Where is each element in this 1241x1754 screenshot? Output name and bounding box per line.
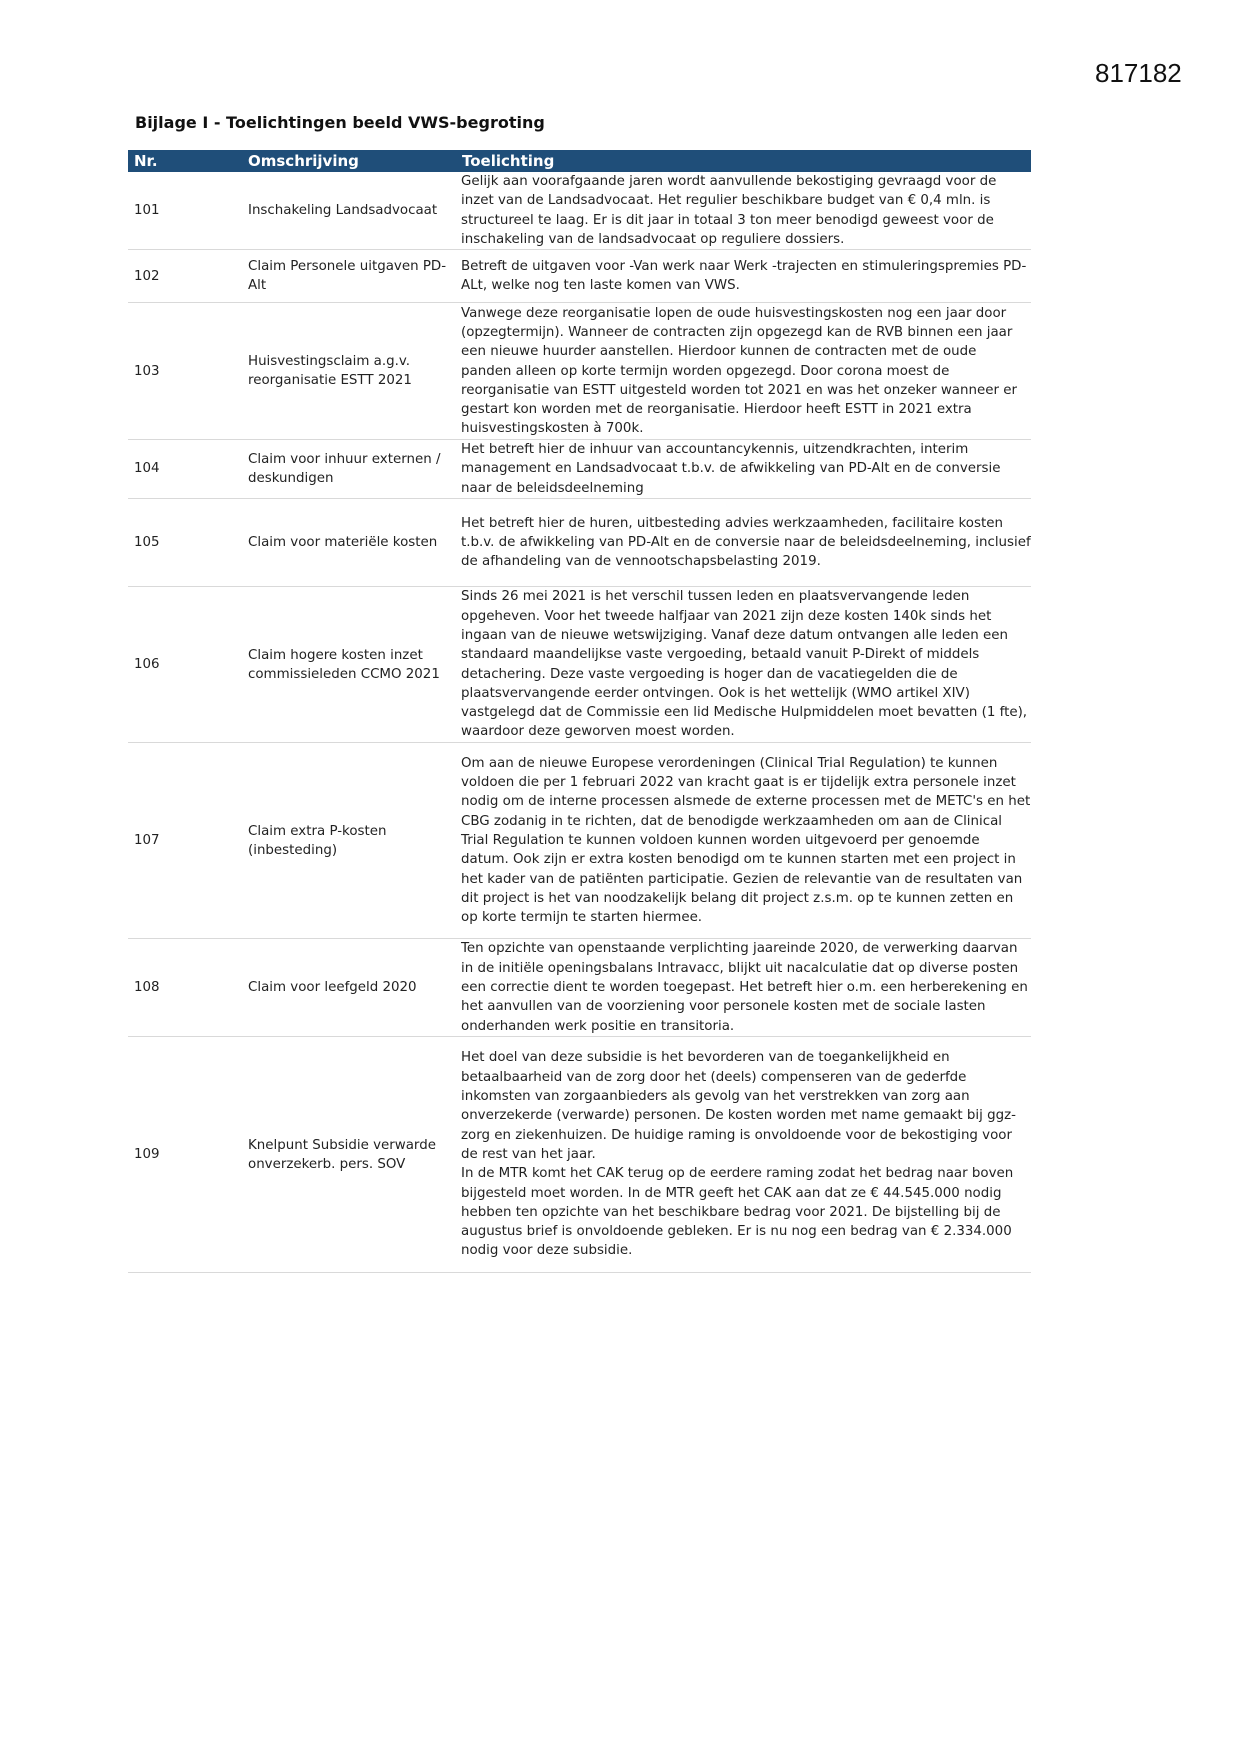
row-nr: 102 (128, 250, 242, 303)
row-omschrijving: Huisvestingsclaim a.g.v. reorganisatie ESTT 2021 (242, 303, 456, 440)
page-title: Bijlage I - Toelichtingen beeld VWS-begroting (135, 113, 545, 132)
row-omschrijving: Claim hogere kosten inzet commissieleden CCMO 2021 (242, 587, 456, 743)
row-nr: 103 (128, 303, 242, 440)
row-toelichting: Ten opzichte van openstaande verplichting jaareinde 2020, de verwerking daarvan in de initiële openingsbalans Intravacc, blijkt uit nacalculatie dat op diverse posten een correctie dient te worden toegepast. Het betreft hier o.m. een herberekening en het aanvullen van de voorziening voor personele kosten met de sociale lasten onderhanden werk positie en transitoria. (456, 939, 1031, 1037)
row-omschrijving: Inschakeling Landsadvocaat (242, 172, 456, 250)
table-row (128, 250, 1031, 303)
document-number: 817182 (1095, 58, 1182, 88)
explanation-table (128, 150, 1031, 1273)
row-omschrijving: Claim extra P-kosten (inbesteding) (242, 743, 456, 939)
table-row (128, 939, 1031, 1037)
row-nr: 107 (128, 743, 242, 939)
row-nr: 105 (128, 499, 242, 587)
table-row (128, 172, 1031, 250)
table-row (128, 1037, 1031, 1273)
header-nr: Nr. (128, 150, 242, 172)
row-omschrijving: Knelpunt Subsidie verwarde onverzekerb. pers. SOV (242, 1037, 456, 1273)
row-omschrijving: Claim voor leefgeld 2020 (242, 939, 456, 1037)
header-omschrijving: Omschrijving (242, 150, 456, 172)
row-toelichting: Gelijk aan voorafgaande jaren wordt aanvullende bekostiging gevraagd voor de inzet van de Landsadvocaat. Het regulier beschikbare budget van € 0,4 mln. is structureel te laag. Er is dit jaar in totaal 3 ton meer benodigd geweest voor de inschakeling van de landsadvocaat op reguliere dossiers. (456, 172, 1031, 250)
table-row (128, 743, 1031, 939)
row-toelichting: Betreft de uitgaven voor -Van werk naar Werk -trajecten en stimuleringspremies PD-ALt, welke nog ten laste komen van VWS. (456, 250, 1031, 303)
table-row (128, 499, 1031, 587)
table-row (128, 587, 1031, 743)
table-row (128, 303, 1031, 440)
row-toelichting: Vanwege deze reorganisatie lopen de oude huisvestingskosten nog een jaar door (opzegtermijn). Wanneer de contracten zijn opgezegd kan de RVB binnen een jaar een nieuwe huurder aanstellen. Hierdoor kunnen de contracten met de oude panden alleen op korte termijn worden opgezegd. Door corona moest de reorganisatie van ESTT uitgesteld worden tot 2021 en was het onzeker wanneer er gestart kon worden met de reorganisatie. Hierdoor heeft ESTT in 2021 extra huisvestingskosten à 700k. (456, 303, 1031, 440)
table-header-row (128, 150, 1031, 172)
row-toelichting: Sinds 26 mei 2021 is het verschil tussen leden en plaatsvervangende leden opgeheven. Voor het tweede halfjaar van 2021 zijn deze kosten 140k sinds het ingaan van de nieuwe wetswijziging. Vanaf deze datum ontvangen alle leden een standaard maandelijkse vaste vergoeding, betaald vanuit P-Direkt of middels detachering. Deze vaste vergoeding is hoger dan de vacatiegelden die de plaatsvervangende eerder ontvingen. Ook is het wettelijk (WMO artikel XIV) vastgelegd dat de Commissie een lid Medische Hulpmiddelen moet bevatten (1 fte), waardoor deze geworven moest worden. (456, 587, 1031, 743)
row-omschrijving: Claim Personele uitgaven PD-Alt (242, 250, 456, 303)
row-toelichting: Het betreft hier de huren, uitbesteding advies werkzaamheden, facilitaire kosten t.b.v. de afwikkeling van PD-Alt en de conversie naar de beleidsdeelneming, inclusief de afhandeling van de vennootschapsbelasting 2019. (456, 499, 1031, 587)
row-nr: 104 (128, 440, 242, 499)
table-row (128, 440, 1031, 499)
row-omschrijving: Claim voor inhuur externen / deskundigen (242, 440, 456, 499)
row-nr: 108 (128, 939, 242, 1037)
row-nr: 106 (128, 587, 242, 743)
row-toelichting: Om aan de nieuwe Europese verordeningen (Clinical Trial Regulation) te kunnen voldoen die per 1 februari 2022 van kracht gaat is er tijdelijk extra personele inzet nodig om de interne processen alsmede de externe processen met de METC's en het CBG zodanig in te richten, dat de benodigde werkzaamheden om aan de Clinical Trial Regulation te kunnen voldoen kunnen worden uitgevoerd per genoemde datum. Ook zijn er extra kosten benodigd om te kunnen starten met een project in het kader van de patiënten participatie. Gezien de relevantie van de resultaten van dit project is het van noodzakelijk belang dit project z.s.m. op te kunnen zetten en op korte termijn te starten hiermee. (456, 743, 1031, 939)
row-omschrijving: Claim voor materiële kosten (242, 499, 456, 587)
row-nr: 109 (128, 1037, 242, 1273)
header-toelichting: Toelichting (456, 150, 1031, 172)
row-toelichting: Het betreft hier de inhuur van accountancykennis, uitzendkrachten, interim management en Landsadvocaat t.b.v. de afwikkeling van PD-Alt en de conversie naar de beleidsdeelneming (456, 440, 1031, 499)
row-nr: 101 (128, 172, 242, 250)
row-toelichting: Het doel van deze subsidie is het bevorderen van de toegankelijkheid en betaalbaarheid van de zorg door het (deels) compenseren van de gederfde inkomsten van zorgaanbieders als gevolg van het verstrekken van zorg aan onverzekerde (verwarde) personen. De kosten worden met name gemaakt bij ggz-zorg en ziekenhuizen. De huidige raming is onvoldoende voor de bekostiging voor de rest van het jaar. In de MTR komt het CAK terug op de eerdere raming zodat het bedrag naar boven bijgesteld moet worden. In de MTR geeft het CAK aan dat ze € 44.545.000 nodig hebben ten opzichte van het beschikbare bedrag voor 2021. De bijstelling bij de augustus brief is onvoldoende gebleken. Er is nu nog een bedrag van € 2.334.000 nodig voor deze subsidie. (456, 1037, 1031, 1273)
